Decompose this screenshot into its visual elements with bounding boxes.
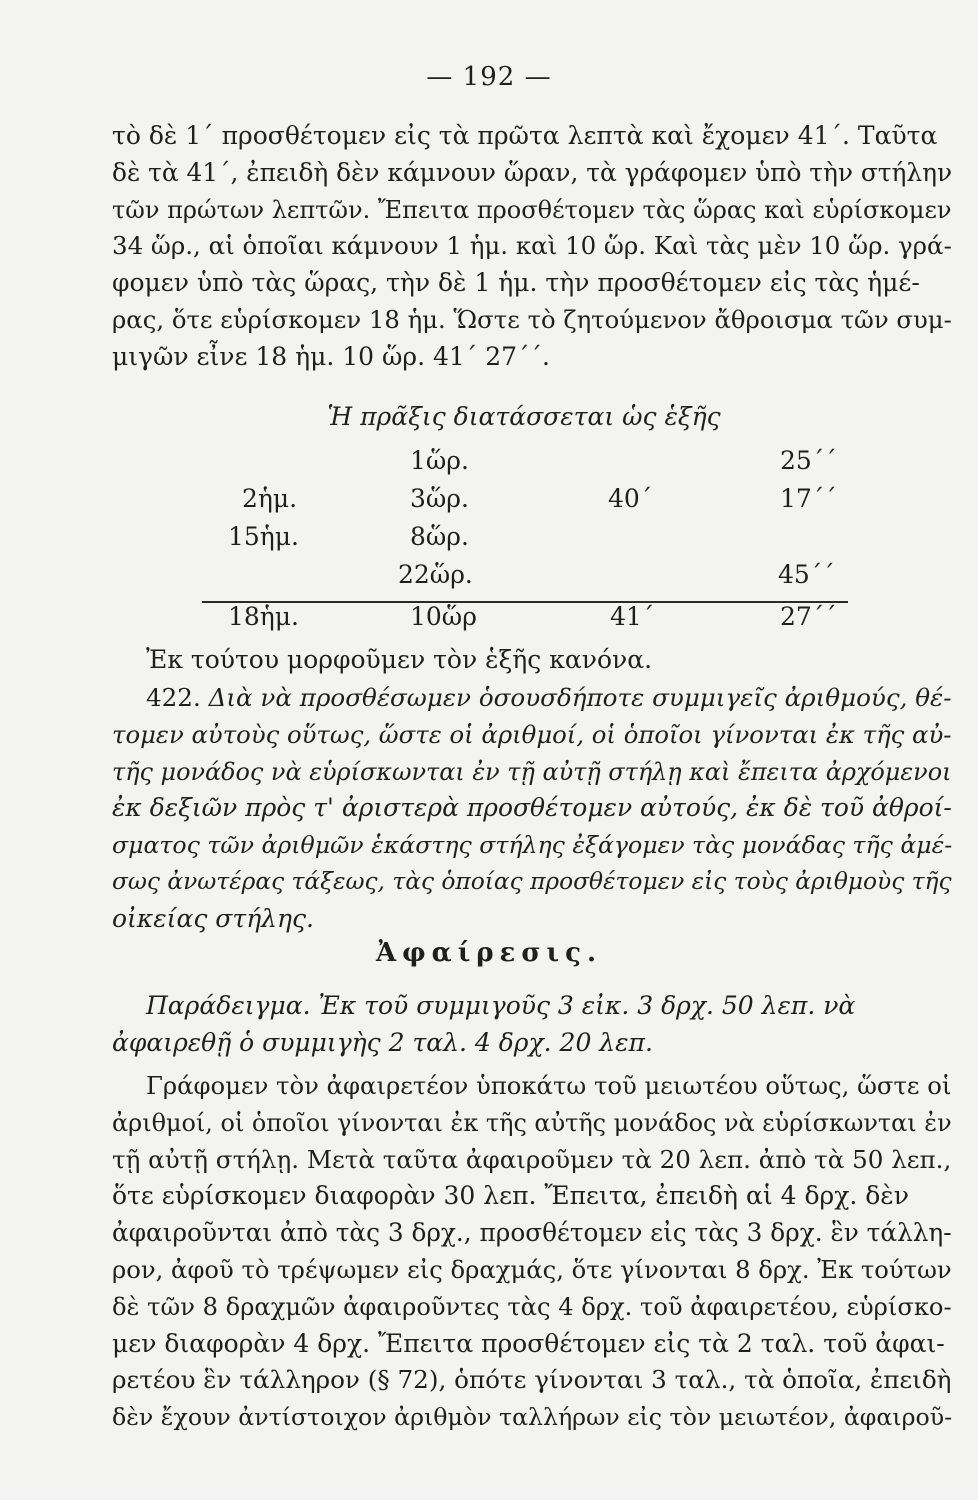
- text-line: δὲν ἔχουν ἀντίστοιχον ἀριθμὸν ταλλήρων εἰς τὸν μειωτέον, ἀφαιροῦ-: [112, 1403, 953, 1432]
- text-line: δὲ τὰ 41΄, ἐπειδὴ δὲν κάμνουν ὥραν, τὰ γράφομεν ὑπὸ τὴν στήλην: [112, 157, 953, 187]
- sum-divider-line: [202, 601, 848, 603]
- rule-number: 422.: [146, 683, 201, 712]
- calc-total-hours: 10ὥρ: [410, 602, 477, 631]
- paragraph-addition-explanation: [112, 118, 952, 376]
- text-line: ρας, ὅτε εὑρίσκομεν 18 ἡμ. Ὥστε τὸ ζητούμενον ἄθροισμα τῶν συμ-: [112, 304, 952, 334]
- calc-days: 15ἡμ.: [228, 522, 299, 551]
- text-line: ἀφαιρεθῇ ὁ συμμιγὴς 2 ταλ. 4 δρχ. 20 λεπ.: [112, 1027, 653, 1057]
- text-line: Ἐκ τούτου μορφοῦμεν τὸν ἑξῆς κανόνα.: [146, 645, 653, 674]
- text-line: τὸ δὲ 1΄ προσθέτομεν εἰς τὰ πρῶτα λεπτὰ καὶ ἔχομεν 41΄. Ταῦτα: [112, 121, 938, 150]
- rule-paragraph: [112, 680, 952, 938]
- calc-hours: 22ὥρ.: [398, 560, 473, 589]
- arrangement-heading: Ἡ πρᾶξις διατάσσεται ὡς ἑξῆς: [327, 402, 721, 431]
- text-line: ἀφαιροῦνται ἀπὸ τὰς 3 δρχ., προσθέτομεν εἰς τὰς 3 δρχ. ἓν τάλλη-: [112, 1218, 952, 1248]
- text-line: τῇ αὐτῇ στήλῃ. Μετὰ ταῦτα ἀφαιροῦμεν τὰ 20 λεπ. ἀπὸ τὰ 50 λεπ.,: [112, 1144, 952, 1174]
- page-number: — 192 —: [426, 62, 552, 92]
- text-line: σματος τῶν ἀριθμῶν ἑκάστης στήλης ἐξάγομεν τὰς μονάδας τῆς ἀμέ-: [112, 831, 953, 860]
- example-paragraph: [112, 988, 952, 1062]
- text-line: μιγῶν εἶνε 18 ἡμ. 10 ὥρ. 41΄ 27΄΄.: [112, 341, 551, 371]
- text-line: ὅτε εὑρίσκομεν διαφορὰν 30 λεπ. Ἔπειτα, ἐπειδὴ αἱ 4 δρχ. δὲν: [112, 1181, 909, 1211]
- text-line: οἰκείας στήλης.: [112, 903, 314, 933]
- text-line: 34 ὥρ., αἱ ὁποῖαι κάμνουν 1 ἡμ. καὶ 10 ὥρ. Καὶ τὰς μὲν 10 ὥρ. γρά-: [112, 231, 952, 261]
- text-line: δὲ τῶν 8 δραχμῶν ἀφαιροῦντες τὰς 4 δρχ. τοῦ ἀφαιρετέου, εὑρίσκο-: [112, 1292, 952, 1321]
- calc-total-days: 18ἡμ.: [228, 602, 299, 631]
- text-line: Παράδειγμα. Ἐκ τοῦ συμμιγοῦς 3 εἰκ. 3 δρχ. 50 λεπ. νὰ: [146, 991, 856, 1020]
- text-line: ἀριθμοί, οἱ ὁποῖοι γίνονται ἐκ τῆς αὐτῆς μονάδος νὰ εὑρίσκωνται ἐν: [112, 1108, 952, 1137]
- calc-total-minutes: 41΄: [610, 602, 655, 631]
- calc-seconds: 45΄΄: [778, 560, 835, 589]
- text-line: φομεν ὑπὸ τὰς ὥρας, τὴν δὲ 1 ἡμ. τὴν προσθέτομεν εἰς τὰς ἡμέ-: [112, 268, 920, 298]
- calc-hours: 8ὥρ.: [410, 522, 469, 551]
- text-line: ἐκ δεξιῶν πρὸς τ' ἀριστερὰ προσθέτομεν αὐτούς, ἐκ δὲ τοῦ ἀθροί-: [112, 793, 952, 823]
- text-line: Γράφομεν τὸν ἀφαιρετέον ὑποκάτω τοῦ μειωτέου οὕτως, ὥστε οἱ: [146, 1071, 952, 1100]
- text-line: ρετέου ἓν τάλληρον (§ 72), ὁπότε γίνονται 3 ταλ., τὰ ὁποῖα, ἐπειδὴ: [112, 1365, 952, 1395]
- calc-seconds: 25΄΄: [780, 446, 837, 475]
- text-line: ρον, ἀφοῦ τὸ τρέψωμεν εἰς δραχμάς, ὅτε γίνονται 8 δρχ. Ἐκ τούτων: [112, 1254, 952, 1284]
- paragraph-subtraction-explanation: [112, 1068, 952, 1436]
- calc-hours: 3ὥρ.: [410, 484, 469, 513]
- calc-seconds: 17΄΄: [780, 484, 837, 513]
- calc-total-seconds: 27΄΄: [780, 602, 837, 631]
- calc-days: 2ἡμ.: [242, 484, 298, 513]
- calc-hours: 1ὥρ.: [410, 446, 469, 475]
- calc-minutes: 40΄: [608, 484, 653, 513]
- text-line: σως ἀνωτέρας τάξεως, τὰς ὁποίας προσθέτομεν εἰς τοὺς ἀριθμοὺς τῆς: [112, 867, 952, 895]
- rule-intro: [146, 642, 946, 679]
- text-line: τῶν πρώτων λεπτῶν. Ἔπειτα προσθέτομεν τὰς ὥρας καὶ εὑρίσκομεν: [112, 195, 952, 224]
- rule-text: Διὰ νὰ προσθέσωμεν ὁσουσδήποτε συμμιγεῖς ἀριθμούς, θέ-: [208, 683, 952, 712]
- text-line: τῆς μονάδος νὰ εὑρίσκωνται ἐν τῇ αὐτῇ στήλῃ καὶ ἔπειτα ἀρχόμενοι: [112, 757, 952, 786]
- text-line: [112, 680, 952, 717]
- section-title-subtraction: Ἀφαίρεσις.: [375, 938, 603, 968]
- text-line: τομεν αὐτοὺς οὕτως, ὥστε οἱ ἀριθμοί, οἱ ὁποῖοι γίνονται ἐκ τῆς αὐ-: [112, 719, 952, 749]
- text-line: μεν διαφορὰν 4 δρχ. Ἔπειτα προσθέτομεν εἰς τὰ 2 ταλ. τοῦ ἀφαι-: [112, 1328, 945, 1358]
